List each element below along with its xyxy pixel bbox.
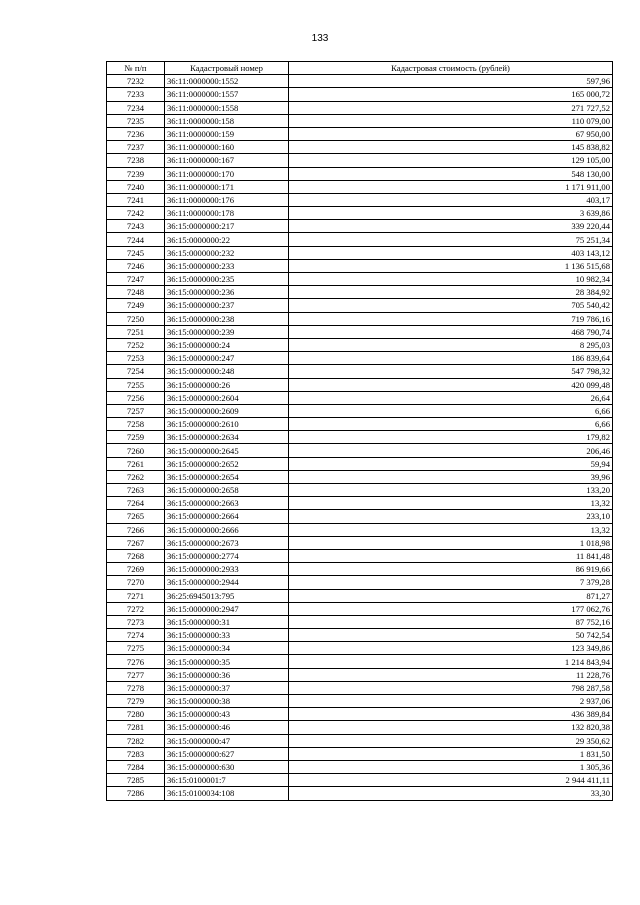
cadastral-value-cell: 26,64 bbox=[289, 391, 613, 404]
cadastral-value-cell: 59,94 bbox=[289, 457, 613, 470]
table-row bbox=[107, 470, 613, 483]
row-number-cell: 7278 bbox=[107, 681, 165, 694]
row-number-cell: 7251 bbox=[107, 325, 165, 338]
row-number-cell: 7241 bbox=[107, 193, 165, 206]
cadastral-number-cell: 36:11:0000000:159 bbox=[165, 127, 289, 140]
cadastral-number-cell: 36:15:0000000:217 bbox=[165, 220, 289, 233]
cadastral-value-cell: 13,32 bbox=[289, 523, 613, 536]
cadastral-number-cell: 36:15:0000000:233 bbox=[165, 259, 289, 272]
table-row bbox=[107, 629, 613, 642]
table-row bbox=[107, 681, 613, 694]
row-number-cell: 7281 bbox=[107, 721, 165, 734]
cadastral-value-cell: 165 000,72 bbox=[289, 88, 613, 101]
cadastral-number-cell: 36:15:0000000:2663 bbox=[165, 497, 289, 510]
cadastral-number-cell: 36:15:0000000:2654 bbox=[165, 470, 289, 483]
cadastral-value-cell: 132 820,38 bbox=[289, 721, 613, 734]
cadastral-number-cell: 36:25:6945013:795 bbox=[165, 589, 289, 602]
cadastral-number-cell: 36:15:0000000:46 bbox=[165, 721, 289, 734]
table-row bbox=[107, 312, 613, 325]
table-row bbox=[107, 510, 613, 523]
row-number-cell: 7260 bbox=[107, 444, 165, 457]
cadastral-value-cell: 145 838,82 bbox=[289, 141, 613, 154]
table-row bbox=[107, 259, 613, 272]
table-row bbox=[107, 378, 613, 391]
row-number-cell: 7273 bbox=[107, 615, 165, 628]
row-number-cell: 7268 bbox=[107, 549, 165, 562]
cadastral-number-cell: 36:15:0000000:2933 bbox=[165, 563, 289, 576]
cadastral-value-cell: 186 839,64 bbox=[289, 352, 613, 365]
cadastral-number-cell: 36:15:0000000:2658 bbox=[165, 484, 289, 497]
row-number-cell: 7261 bbox=[107, 457, 165, 470]
row-number-cell: 7280 bbox=[107, 708, 165, 721]
cadastral-number-cell: 36:15:0000000:2673 bbox=[165, 536, 289, 549]
cadastral-number-cell: 36:15:0000000:31 bbox=[165, 615, 289, 628]
cadastral-value-cell: 871,27 bbox=[289, 589, 613, 602]
cadastral-value-cell: 11 841,48 bbox=[289, 549, 613, 562]
cadastral-value-cell: 719 786,16 bbox=[289, 312, 613, 325]
table-row bbox=[107, 338, 613, 351]
table-row bbox=[107, 391, 613, 404]
row-number-cell: 7239 bbox=[107, 167, 165, 180]
table-row bbox=[107, 127, 613, 140]
cadastral-value-cell: 33,30 bbox=[289, 787, 613, 800]
row-number-cell: 7270 bbox=[107, 576, 165, 589]
cadastral-value-cell: 420 099,48 bbox=[289, 378, 613, 391]
row-number-cell: 7284 bbox=[107, 760, 165, 773]
row-number-cell: 7265 bbox=[107, 510, 165, 523]
cadastral-number-cell: 36:15:0000000:38 bbox=[165, 695, 289, 708]
cadastral-number-cell: 36:15:0000000:238 bbox=[165, 312, 289, 325]
header-cadastral-value: Кадастровая стоимость (рублей) bbox=[289, 62, 613, 75]
table-row bbox=[107, 431, 613, 444]
table-row bbox=[107, 549, 613, 562]
cadastral-number-cell: 36:15:0000000:627 bbox=[165, 747, 289, 760]
table-row bbox=[107, 576, 613, 589]
row-number-cell: 7236 bbox=[107, 127, 165, 140]
cadastral-number-cell: 36:15:0000000:24 bbox=[165, 338, 289, 351]
row-number-cell: 7259 bbox=[107, 431, 165, 444]
cadastral-value-cell: 133,20 bbox=[289, 484, 613, 497]
table-header-row bbox=[107, 62, 613, 75]
cadastral-number-cell: 36:15:0000000:26 bbox=[165, 378, 289, 391]
row-number-cell: 7279 bbox=[107, 695, 165, 708]
row-number-cell: 7238 bbox=[107, 154, 165, 167]
cadastral-number-cell: 36:11:0000000:1558 bbox=[165, 101, 289, 114]
cadastral-value-cell: 705 540,42 bbox=[289, 299, 613, 312]
cadastral-value-cell: 798 287,58 bbox=[289, 681, 613, 694]
cadastral-number-cell: 36:11:0000000:158 bbox=[165, 114, 289, 127]
cadastral-number-cell: 36:15:0000000:2652 bbox=[165, 457, 289, 470]
cadastral-number-cell: 36:15:0000000:630 bbox=[165, 760, 289, 773]
cadastral-number-cell: 36:15:0000000:248 bbox=[165, 365, 289, 378]
table-row bbox=[107, 193, 613, 206]
row-number-cell: 7242 bbox=[107, 207, 165, 220]
row-number-cell: 7235 bbox=[107, 114, 165, 127]
cadastral-value-cell: 468 790,74 bbox=[289, 325, 613, 338]
table-row bbox=[107, 299, 613, 312]
table-row bbox=[107, 286, 613, 299]
cadastral-value-cell: 403,17 bbox=[289, 193, 613, 206]
cadastral-number-cell: 36:15:0000000:2944 bbox=[165, 576, 289, 589]
table-row bbox=[107, 233, 613, 246]
table-row bbox=[107, 708, 613, 721]
cadastral-number-cell: 36:15:0000000:237 bbox=[165, 299, 289, 312]
table-row bbox=[107, 668, 613, 681]
cadastral-value-cell: 3 639,86 bbox=[289, 207, 613, 220]
cadastral-number-cell: 36:15:0000000:236 bbox=[165, 286, 289, 299]
page-number: 133 bbox=[311, 33, 329, 44]
cadastral-number-cell: 36:11:0000000:1557 bbox=[165, 88, 289, 101]
cadastral-value-cell: 10 982,34 bbox=[289, 273, 613, 286]
cadastral-value-cell: 1 136 515,68 bbox=[289, 259, 613, 272]
cadastral-number-cell: 36:15:0000000:2947 bbox=[165, 602, 289, 615]
table-row bbox=[107, 167, 613, 180]
cadastral-value-cell: 13,32 bbox=[289, 497, 613, 510]
row-number-cell: 7250 bbox=[107, 312, 165, 325]
table-row bbox=[107, 484, 613, 497]
table-row bbox=[107, 787, 613, 800]
cadastral-number-cell: 36:15:0100001:7 bbox=[165, 774, 289, 787]
cadastral-number-cell: 36:15:0000000:2666 bbox=[165, 523, 289, 536]
table-row bbox=[107, 563, 613, 576]
cadastral-value-table bbox=[106, 61, 613, 801]
table-row bbox=[107, 114, 613, 127]
cadastral-number-cell: 36:15:0000000:232 bbox=[165, 246, 289, 259]
row-number-cell: 7255 bbox=[107, 378, 165, 391]
cadastral-number-cell: 36:11:0000000:170 bbox=[165, 167, 289, 180]
cadastral-number-cell: 36:15:0000000:239 bbox=[165, 325, 289, 338]
cadastral-number-cell: 36:15:0000000:2610 bbox=[165, 418, 289, 431]
row-number-cell: 7272 bbox=[107, 602, 165, 615]
table-row bbox=[107, 220, 613, 233]
cadastral-number-cell: 36:11:0000000:160 bbox=[165, 141, 289, 154]
table-row bbox=[107, 404, 613, 417]
table-row bbox=[107, 365, 613, 378]
row-number-cell: 7253 bbox=[107, 352, 165, 365]
cadastral-value-cell: 110 079,00 bbox=[289, 114, 613, 127]
cadastral-value-cell: 1 018,98 bbox=[289, 536, 613, 549]
cadastral-value-cell: 548 130,00 bbox=[289, 167, 613, 180]
table-row bbox=[107, 602, 613, 615]
cadastral-value-cell: 75 251,34 bbox=[289, 233, 613, 246]
cadastral-value-cell: 29 350,62 bbox=[289, 734, 613, 747]
cadastral-value-cell: 123 349,86 bbox=[289, 642, 613, 655]
table-row bbox=[107, 536, 613, 549]
table-row bbox=[107, 101, 613, 114]
table-row bbox=[107, 418, 613, 431]
row-number-cell: 7264 bbox=[107, 497, 165, 510]
table-row bbox=[107, 273, 613, 286]
table-row bbox=[107, 352, 613, 365]
table-row bbox=[107, 88, 613, 101]
cadastral-value-cell: 2 944 411,11 bbox=[289, 774, 613, 787]
row-number-cell: 7232 bbox=[107, 75, 165, 88]
row-number-cell: 7269 bbox=[107, 563, 165, 576]
cadastral-value-cell: 67 950,00 bbox=[289, 127, 613, 140]
cadastral-value-cell: 1 214 843,94 bbox=[289, 655, 613, 668]
row-number-cell: 7233 bbox=[107, 88, 165, 101]
table-row bbox=[107, 642, 613, 655]
cadastral-value-cell: 233,10 bbox=[289, 510, 613, 523]
cadastral-number-cell: 36:15:0000000:33 bbox=[165, 629, 289, 642]
row-number-cell: 7257 bbox=[107, 404, 165, 417]
cadastral-value-cell: 206,46 bbox=[289, 444, 613, 457]
row-number-cell: 7276 bbox=[107, 655, 165, 668]
cadastral-number-cell: 36:15:0000000:2609 bbox=[165, 404, 289, 417]
row-number-cell: 7263 bbox=[107, 484, 165, 497]
cadastral-value-cell: 1 305,36 bbox=[289, 760, 613, 773]
row-number-cell: 7254 bbox=[107, 365, 165, 378]
table-row bbox=[107, 325, 613, 338]
cadastral-number-cell: 36:15:0000000:2664 bbox=[165, 510, 289, 523]
cadastral-value-cell: 271 727,52 bbox=[289, 101, 613, 114]
row-number-cell: 7245 bbox=[107, 246, 165, 259]
cadastral-value-cell: 11 228,76 bbox=[289, 668, 613, 681]
table-row bbox=[107, 207, 613, 220]
table-row bbox=[107, 523, 613, 536]
cadastral-number-cell: 36:11:0000000:167 bbox=[165, 154, 289, 167]
cadastral-value-cell: 6,66 bbox=[289, 404, 613, 417]
cadastral-number-cell: 36:15:0000000:247 bbox=[165, 352, 289, 365]
table-row bbox=[107, 615, 613, 628]
row-number-cell: 7277 bbox=[107, 668, 165, 681]
row-number-cell: 7246 bbox=[107, 259, 165, 272]
cadastral-value-cell: 1 171 911,00 bbox=[289, 180, 613, 193]
cadastral-number-cell: 36:11:0000000:171 bbox=[165, 180, 289, 193]
cadastral-value-cell: 86 919,66 bbox=[289, 563, 613, 576]
cadastral-value-cell: 1 831,50 bbox=[289, 747, 613, 760]
row-number-cell: 7275 bbox=[107, 642, 165, 655]
row-number-cell: 7285 bbox=[107, 774, 165, 787]
header-row-number: № п/п bbox=[107, 62, 165, 75]
cadastral-value-cell: 6,66 bbox=[289, 418, 613, 431]
row-number-cell: 7258 bbox=[107, 418, 165, 431]
cadastral-number-cell: 36:15:0000000:35 bbox=[165, 655, 289, 668]
row-number-cell: 7240 bbox=[107, 180, 165, 193]
row-number-cell: 7247 bbox=[107, 273, 165, 286]
table-row bbox=[107, 154, 613, 167]
cadastral-number-cell: 36:15:0000000:43 bbox=[165, 708, 289, 721]
row-number-cell: 7286 bbox=[107, 787, 165, 800]
cadastral-value-cell: 339 220,44 bbox=[289, 220, 613, 233]
table-row bbox=[107, 497, 613, 510]
cadastral-number-cell: 36:15:0000000:37 bbox=[165, 681, 289, 694]
cadastral-number-cell: 36:15:0000000:34 bbox=[165, 642, 289, 655]
row-number-cell: 7271 bbox=[107, 589, 165, 602]
table-row bbox=[107, 747, 613, 760]
cadastral-value-cell: 177 062,76 bbox=[289, 602, 613, 615]
cadastral-value-cell: 597,96 bbox=[289, 75, 613, 88]
cadastral-value-cell: 87 752,16 bbox=[289, 615, 613, 628]
cadastral-value-cell: 547 798,32 bbox=[289, 365, 613, 378]
table-row bbox=[107, 760, 613, 773]
cadastral-number-cell: 36:11:0000000:178 bbox=[165, 207, 289, 220]
table-row bbox=[107, 141, 613, 154]
cadastral-value-cell: 179,82 bbox=[289, 431, 613, 444]
cadastral-value-cell: 50 742,54 bbox=[289, 629, 613, 642]
row-number-cell: 7234 bbox=[107, 101, 165, 114]
cadastral-value-cell: 129 105,00 bbox=[289, 154, 613, 167]
cadastral-value-cell: 39,96 bbox=[289, 470, 613, 483]
row-number-cell: 7252 bbox=[107, 338, 165, 351]
cadastral-value-cell: 2 937,06 bbox=[289, 695, 613, 708]
cadastral-value-cell: 28 384,92 bbox=[289, 286, 613, 299]
row-number-cell: 7248 bbox=[107, 286, 165, 299]
table-row bbox=[107, 75, 613, 88]
row-number-cell: 7237 bbox=[107, 141, 165, 154]
cadastral-value-cell: 403 143,12 bbox=[289, 246, 613, 259]
table-row bbox=[107, 444, 613, 457]
cadastral-number-cell: 36:15:0000000:2645 bbox=[165, 444, 289, 457]
row-number-cell: 7262 bbox=[107, 470, 165, 483]
cadastral-value-cell: 436 389,84 bbox=[289, 708, 613, 721]
cadastral-value-cell: 8 295,03 bbox=[289, 338, 613, 351]
row-number-cell: 7244 bbox=[107, 233, 165, 246]
row-number-cell: 7282 bbox=[107, 734, 165, 747]
table-row bbox=[107, 589, 613, 602]
header-cadastral-number: Кадастровый номер bbox=[165, 62, 289, 75]
table-row bbox=[107, 734, 613, 747]
row-number-cell: 7266 bbox=[107, 523, 165, 536]
cadastral-number-cell: 36:15:0000000:36 bbox=[165, 668, 289, 681]
row-number-cell: 7243 bbox=[107, 220, 165, 233]
table-row bbox=[107, 695, 613, 708]
cadastral-number-cell: 36:15:0000000:47 bbox=[165, 734, 289, 747]
row-number-cell: 7267 bbox=[107, 536, 165, 549]
row-number-cell: 7249 bbox=[107, 299, 165, 312]
cadastral-number-cell: 36:15:0100034:108 bbox=[165, 787, 289, 800]
table-row bbox=[107, 457, 613, 470]
row-number-cell: 7274 bbox=[107, 629, 165, 642]
table-row bbox=[107, 721, 613, 734]
table-row bbox=[107, 246, 613, 259]
table-body bbox=[107, 75, 613, 800]
cadastral-number-cell: 36:15:0000000:22 bbox=[165, 233, 289, 246]
table-row bbox=[107, 655, 613, 668]
cadastral-number-cell: 36:15:0000000:2604 bbox=[165, 391, 289, 404]
table-row bbox=[107, 180, 613, 193]
cadastral-number-cell: 36:15:0000000:235 bbox=[165, 273, 289, 286]
table-row bbox=[107, 774, 613, 787]
row-number-cell: 7256 bbox=[107, 391, 165, 404]
cadastral-number-cell: 36:11:0000000:176 bbox=[165, 193, 289, 206]
cadastral-number-cell: 36:11:0000000:1552 bbox=[165, 75, 289, 88]
cadastral-value-cell: 7 379,28 bbox=[289, 576, 613, 589]
cadastral-number-cell: 36:15:0000000:2774 bbox=[165, 549, 289, 562]
cadastral-number-cell: 36:15:0000000:2634 bbox=[165, 431, 289, 444]
row-number-cell: 7283 bbox=[107, 747, 165, 760]
